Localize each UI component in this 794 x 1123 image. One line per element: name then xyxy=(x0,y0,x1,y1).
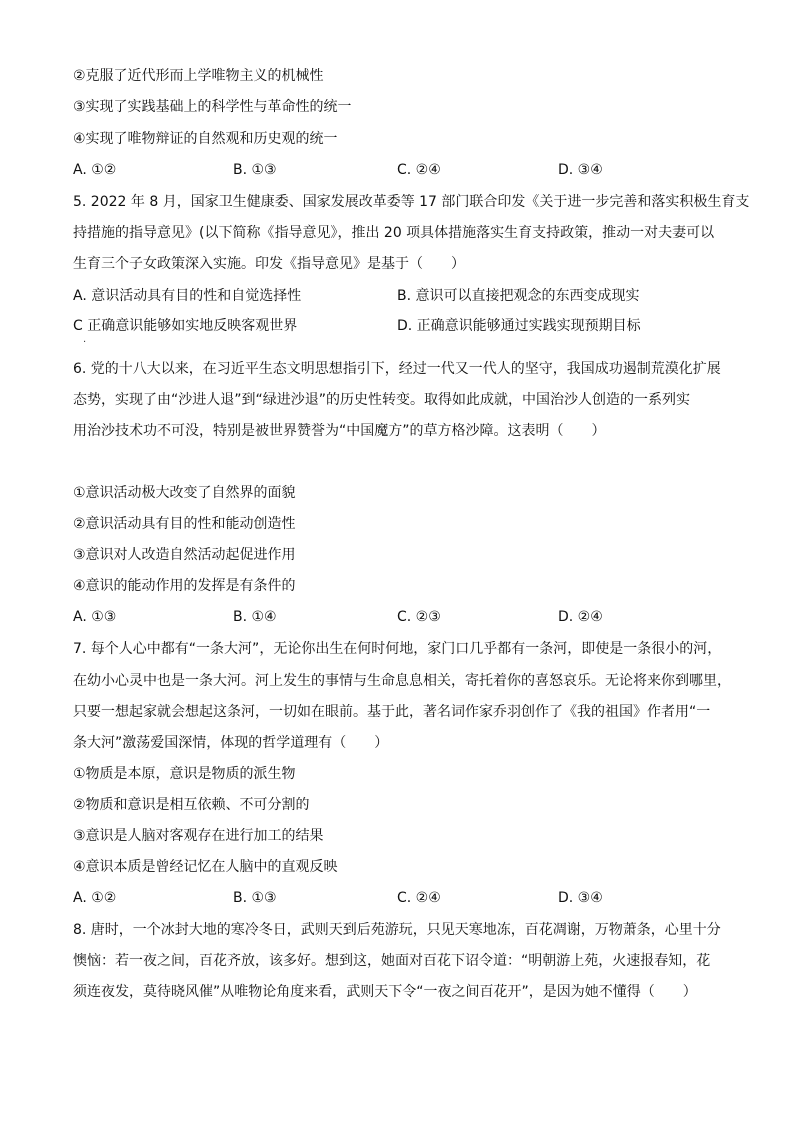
q7-stem-line-2: 在幼小心灵中也是一条大河。河上发生的事情与生命息息相关，寄托着你的喜怒哀乐。无论将来你到哪里， xyxy=(73,673,731,689)
q4-option-b[interactable]: B. ①③ xyxy=(233,162,277,178)
q6-stem-line-2: 态势，实现了由“沙进人退”到“绿进沙退”的历史性转变。取得如此成就，中国治沙人创造的一系列实 xyxy=(73,392,691,408)
q6-option-b[interactable]: B. ①④ xyxy=(233,609,277,625)
q7-statement-3: ③意识是人脑对客观存在进行加工的结果 xyxy=(73,828,324,844)
q7-option-c[interactable]: C. ②④ xyxy=(397,890,441,906)
q7-option-d[interactable]: D. ③④ xyxy=(558,890,603,906)
q6-stem-line-1: 6. 党的十八大以来，在习近平生态文明思想指引下，经过一代又一代人的坚守，我国成功遏制荒漠化扩展 xyxy=(73,361,721,377)
q4-statement-4: ④实现了唯物辩证的自然观和历史观的统一 xyxy=(73,131,338,147)
q5-option-c[interactable]: C 正确意识能够如实地反映客观世界 xyxy=(73,318,298,334)
q6-statement-3: ③意识对人改造自然活动起促进作用 xyxy=(73,547,296,563)
q7-statement-2: ②物质和意识是相互依赖、不可分割的 xyxy=(73,797,310,813)
q7-statement-1: ①物质是本原，意识是物质的派生物 xyxy=(73,766,296,782)
q5-stem-line-2: 持措施的指导意见》(以下简称《指导意见》，推出 20 项具体措施落实生育支持政策，推动一对夫妻可以 xyxy=(73,225,715,241)
q8-stem-line-3: 须连夜发，莫待晓风催”从唯物论角度来看，武则天下令“一夜之间百花开”，是因为她不懂得（ ） xyxy=(73,984,697,1000)
q6-statement-4: ④意识的能动作用的发挥是有条件的 xyxy=(73,578,296,594)
q6-statement-2: ②意识活动具有目的性和能动创造性 xyxy=(73,516,296,532)
q7-statement-4: ④意识本质是曾经记忆在人脑中的直观反映 xyxy=(73,859,338,875)
q5-option-d[interactable]: D. 正确意识能够通过实践实现预期目标 xyxy=(397,318,641,334)
q8-stem-line-2: 懊恼：若一夜之间，百花齐放，该多好。想到这，她面对百花下诏令道：“明朝游上苑，火速报春知，花 xyxy=(73,953,711,969)
q6-option-d[interactable]: D. ②④ xyxy=(558,609,603,625)
q7-stem-line-4: 条大河”激荡爱国深情，体现的哲学道理有（ ） xyxy=(73,735,389,751)
q4-statement-2: ②克服了近代形而上学唯物主义的机械性 xyxy=(73,68,324,84)
q6-stem-line-3: 用治沙技术功不可没，特别是被世界赞誉为“中国魔方”的草方格沙障。这表明（ ） xyxy=(73,423,606,439)
q4-option-a[interactable]: A. ①② xyxy=(73,162,117,178)
q7-stem-line-1: 7. 每个人心中都有“一条大河”，无论你出生在何时何地，家门口几乎都有一条河，即使是一条很小的河， xyxy=(73,641,722,657)
q5-option-a[interactable]: A. 意识活动具有目的性和自觉选择性 xyxy=(73,288,302,304)
q5-stem-line-3: 生育三个子女政策深入实施。印发《指导意见》是基于（ ） xyxy=(73,256,465,272)
q7-option-b[interactable]: B. ①③ xyxy=(233,890,277,906)
q7-stem-line-3: 只要一想起家就会想起这条河，一切如在眼前。基于此，著名词作家乔羽创作了《我的祖国》作者用“一 xyxy=(73,704,711,720)
stray-dot-mark: · xyxy=(83,337,87,348)
q7-option-a[interactable]: A. ①② xyxy=(73,890,117,906)
q5-stem-line-1: 5. 2022 年 8 月，国家卫生健康委、国家发展改革委等 17 部门联合印发《关于进一步完善和落实积极生育支 xyxy=(73,194,750,210)
q4-option-c[interactable]: C. ②④ xyxy=(397,162,441,178)
q6-option-a[interactable]: A. ①③ xyxy=(73,609,117,625)
q5-option-b[interactable]: B. 意识可以直接把观念的东西变成现实 xyxy=(397,288,640,304)
q4-option-d[interactable]: D. ③④ xyxy=(558,162,603,178)
q8-stem-line-1: 8. 唐时，一个冰封大地的寒冷冬日，武则天到后苑游玩，只见天寒地冻，百花凋谢，万物萧条，心里十分 xyxy=(73,922,721,938)
q6-statement-1: ①意识活动极大改变了自然界的面貌 xyxy=(73,485,296,501)
q6-option-c[interactable]: C. ②③ xyxy=(397,609,441,625)
q4-statement-3: ③实现了实践基础上的科学性与革命性的统一 xyxy=(73,99,352,115)
